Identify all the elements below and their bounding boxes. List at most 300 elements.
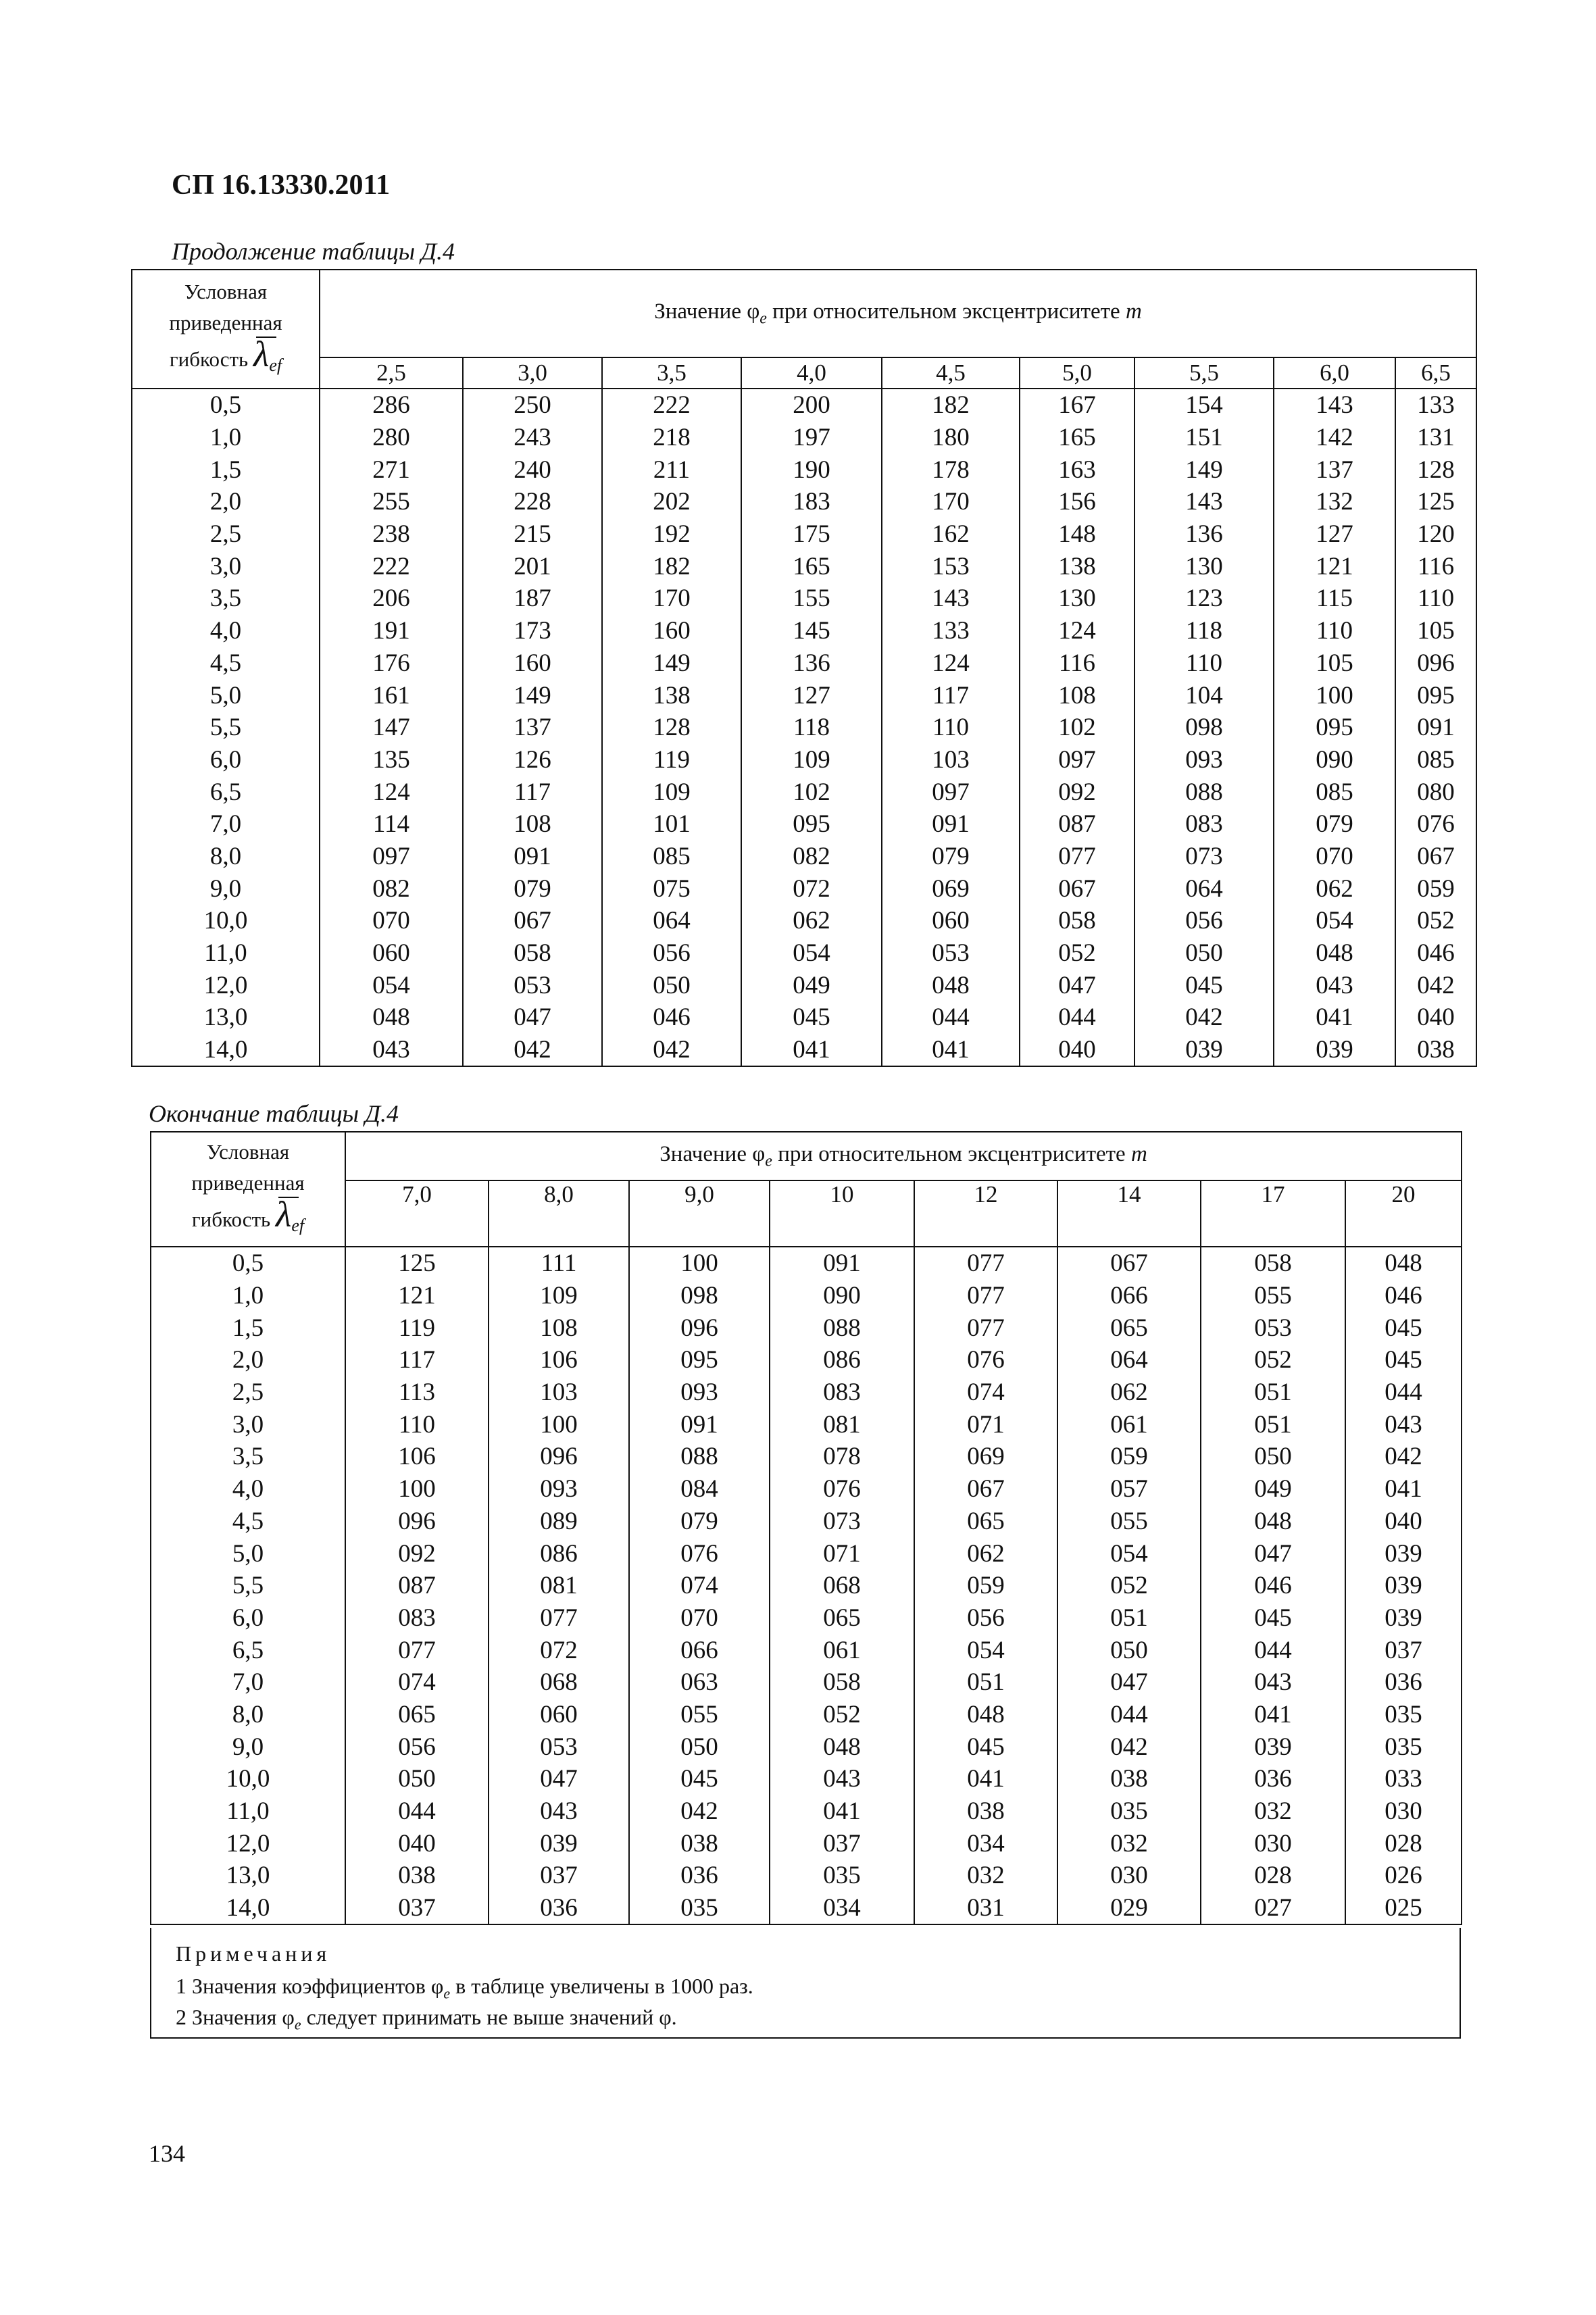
value-cell: 103 (489, 1376, 629, 1409)
value-cell: 033 (1345, 1763, 1462, 1795)
column-header: 20 (1345, 1180, 1462, 1247)
value-cell: 108 (489, 1312, 629, 1344)
value-cell: 110 (1134, 647, 1274, 680)
value-cell: 043 (1274, 969, 1395, 1001)
table-row (151, 1344, 1462, 1376)
column-header: 14 (1057, 1180, 1201, 1247)
value-cell: 096 (1395, 647, 1476, 680)
value-cell: 133 (882, 615, 1020, 647)
value-cell: 087 (1020, 808, 1134, 841)
value-cell: 093 (1134, 744, 1274, 776)
value-cell: 054 (320, 969, 463, 1001)
value-cell: 067 (914, 1473, 1057, 1505)
value-cell: 079 (1274, 808, 1395, 841)
notes-title: Примечания (176, 1941, 331, 1966)
value-cell: 051 (1057, 1602, 1201, 1635)
value-cell: 106 (489, 1344, 629, 1376)
value-cell: 065 (770, 1602, 914, 1635)
value-cell: 240 (463, 453, 602, 486)
value-cell: 072 (489, 1634, 629, 1666)
value-cell: 098 (1134, 712, 1274, 744)
value-cell: 058 (1020, 905, 1134, 937)
value-cell: 052 (1395, 905, 1476, 937)
value-cell: 048 (1274, 937, 1395, 970)
table-row (151, 1570, 1462, 1602)
value-cell: 136 (1134, 518, 1274, 551)
value-cell: 050 (1057, 1634, 1201, 1666)
value-cell: 073 (1134, 841, 1274, 873)
value-cell: 055 (1201, 1280, 1345, 1312)
value-cell: 050 (602, 969, 741, 1001)
table-row (151, 1860, 1462, 1892)
value-cell: 200 (741, 389, 882, 422)
slenderness-cell: 1,5 (132, 453, 320, 486)
value-cell: 067 (463, 905, 602, 937)
value-cell: 068 (770, 1570, 914, 1602)
value-cell: 047 (463, 1001, 602, 1034)
value-cell: 045 (741, 1001, 882, 1034)
value-cell: 156 (1020, 486, 1134, 518)
value-cell: 121 (345, 1280, 489, 1312)
value-cell: 063 (629, 1666, 770, 1699)
value-cell: 211 (602, 453, 741, 486)
value-cell: 083 (345, 1602, 489, 1635)
slenderness-cell: 2,0 (151, 1344, 345, 1376)
value-cell: 044 (345, 1795, 489, 1828)
slenderness-cell: 1,0 (151, 1280, 345, 1312)
value-cell: 042 (1345, 1441, 1462, 1473)
value-cell: 031 (914, 1892, 1057, 1925)
value-cell: 030 (1201, 1827, 1345, 1860)
value-cell: 108 (1020, 679, 1134, 712)
value-cell: 100 (489, 1408, 629, 1441)
value-cell: 118 (1134, 615, 1274, 647)
value-cell: 039 (1274, 1034, 1395, 1067)
slenderness-cell: 14,0 (151, 1892, 345, 1925)
value-cell: 076 (629, 1537, 770, 1570)
lambda-symbol: λ (275, 1194, 292, 1235)
value-cell: 037 (489, 1860, 629, 1892)
slenderness-cell: 5,0 (132, 679, 320, 712)
value-cell: 091 (463, 841, 602, 873)
slenderness-cell: 6,5 (132, 776, 320, 808)
slenderness-cell: 3,0 (151, 1408, 345, 1441)
value-cell: 035 (1345, 1699, 1462, 1731)
slenderness-cell: 10,0 (151, 1763, 345, 1795)
value-cell: 128 (602, 712, 741, 744)
value-cell: 041 (741, 1034, 882, 1067)
value-cell: 100 (1274, 679, 1395, 712)
value-cell: 106 (345, 1441, 489, 1473)
value-cell: 049 (1201, 1473, 1345, 1505)
value-cell: 050 (629, 1731, 770, 1763)
value-cell: 206 (320, 582, 463, 615)
table-row (132, 453, 1476, 486)
value-cell: 163 (1020, 453, 1134, 486)
table-row (151, 1312, 1462, 1344)
value-cell: 090 (1274, 744, 1395, 776)
value-cell: 072 (741, 872, 882, 905)
value-cell: 137 (463, 712, 602, 744)
value-cell: 097 (882, 776, 1020, 808)
value-cell: 167 (1020, 389, 1134, 422)
value-cell: 095 (629, 1344, 770, 1376)
value-cell: 105 (1274, 647, 1395, 680)
value-cell: 056 (1134, 905, 1274, 937)
value-cell: 060 (882, 905, 1020, 937)
value-cell: 077 (345, 1634, 489, 1666)
table-row (151, 1892, 1462, 1925)
value-cell: 128 (1395, 453, 1476, 486)
value-cell: 048 (770, 1731, 914, 1763)
value-cell: 088 (629, 1441, 770, 1473)
column-header: 3,5 (602, 357, 741, 389)
value-cell: 218 (602, 422, 741, 454)
table-row (151, 1763, 1462, 1795)
table-row (132, 615, 1476, 647)
value-cell: 137 (1274, 453, 1395, 486)
value-cell: 092 (345, 1537, 489, 1570)
value-cell: 097 (1020, 744, 1134, 776)
value-cell: 215 (463, 518, 602, 551)
value-cell: 089 (489, 1505, 629, 1538)
slenderness-cell: 13,0 (151, 1860, 345, 1892)
value-cell: 162 (882, 518, 1020, 551)
value-cell: 047 (1201, 1537, 1345, 1570)
table-row (132, 422, 1476, 454)
value-cell: 127 (741, 679, 882, 712)
value-cell: 280 (320, 422, 463, 454)
value-cell: 165 (1020, 422, 1134, 454)
slenderness-cell: 4,0 (151, 1473, 345, 1505)
table-row (132, 841, 1476, 873)
value-cell: 051 (1201, 1376, 1345, 1409)
value-cell: 044 (1201, 1634, 1345, 1666)
slenderness-cell: 1,5 (151, 1312, 345, 1344)
value-cell: 161 (320, 679, 463, 712)
table-row (151, 1280, 1462, 1312)
value-cell: 048 (1201, 1505, 1345, 1538)
value-cell: 077 (914, 1312, 1057, 1344)
value-cell: 042 (629, 1795, 770, 1828)
value-cell: 041 (1201, 1699, 1345, 1731)
table-row (132, 776, 1476, 808)
value-cell: 109 (741, 744, 882, 776)
value-cell: 045 (1345, 1312, 1462, 1344)
slenderness-cell: 6,5 (151, 1634, 345, 1666)
value-cell: 133 (1395, 389, 1476, 422)
table-row (132, 712, 1476, 744)
value-cell: 100 (345, 1473, 489, 1505)
value-cell: 110 (345, 1408, 489, 1441)
value-cell: 050 (1134, 937, 1274, 970)
value-cell: 093 (489, 1473, 629, 1505)
value-cell: 087 (345, 1570, 489, 1602)
value-cell: 079 (463, 872, 602, 905)
value-cell: 114 (320, 808, 463, 841)
table-row (151, 1666, 1462, 1699)
value-cell: 062 (1057, 1376, 1201, 1409)
table-row (132, 389, 1476, 422)
value-cell: 098 (629, 1280, 770, 1312)
value-cell: 030 (1057, 1860, 1201, 1892)
value-cell: 191 (320, 615, 463, 647)
value-cell: 109 (602, 776, 741, 808)
value-cell: 036 (1201, 1763, 1345, 1795)
value-cell: 082 (741, 841, 882, 873)
value-cell: 054 (1057, 1537, 1201, 1570)
value-cell: 041 (1345, 1473, 1462, 1505)
value-cell: 182 (602, 550, 741, 582)
slenderness-cell: 5,5 (132, 712, 320, 744)
value-cell: 176 (320, 647, 463, 680)
value-cell: 104 (1134, 679, 1274, 712)
value-cell: 180 (882, 422, 1020, 454)
slenderness-cell: 0,5 (151, 1247, 345, 1280)
value-cell: 110 (882, 712, 1020, 744)
lambda-symbol: λ (253, 334, 270, 375)
value-cell: 066 (1057, 1280, 1201, 1312)
value-cell: 117 (345, 1344, 489, 1376)
value-cell: 131 (1395, 422, 1476, 454)
value-cell: 048 (914, 1699, 1057, 1731)
value-cell: 078 (770, 1441, 914, 1473)
value-cell: 025 (1345, 1892, 1462, 1925)
value-cell: 065 (345, 1699, 489, 1731)
value-cell: 143 (1134, 486, 1274, 518)
value-cell: 052 (1020, 937, 1134, 970)
slenderness-cell: 9,0 (151, 1731, 345, 1763)
value-cell: 095 (741, 808, 882, 841)
value-cell: 147 (320, 712, 463, 744)
value-cell: 043 (1201, 1666, 1345, 1699)
table2-caption: Окончание таблицы Д.4 (149, 1100, 399, 1127)
value-cell: 091 (629, 1408, 770, 1441)
value-cell: 039 (1201, 1731, 1345, 1763)
value-cell: 153 (882, 550, 1020, 582)
value-cell: 041 (914, 1763, 1057, 1795)
slenderness-cell: 12,0 (132, 969, 320, 1001)
value-cell: 201 (463, 550, 602, 582)
value-cell: 116 (1395, 550, 1476, 582)
value-cell: 051 (914, 1666, 1057, 1699)
value-cell: 105 (1395, 615, 1476, 647)
value-cell: 178 (882, 453, 1020, 486)
value-cell: 029 (1057, 1892, 1201, 1925)
value-cell: 142 (1274, 422, 1395, 454)
value-cell: 034 (770, 1892, 914, 1925)
value-cell: 110 (1395, 582, 1476, 615)
column-header: 5,0 (1020, 357, 1134, 389)
value-cell: 222 (602, 389, 741, 422)
value-cell: 053 (1201, 1312, 1345, 1344)
value-cell: 183 (741, 486, 882, 518)
value-cell: 045 (1345, 1344, 1462, 1376)
column-header: 3,0 (463, 357, 602, 389)
value-cell: 202 (602, 486, 741, 518)
value-cell: 076 (914, 1344, 1057, 1376)
value-cell: 119 (602, 744, 741, 776)
slenderness-cell: 3,5 (132, 582, 320, 615)
value-cell: 070 (1274, 841, 1395, 873)
value-cell: 090 (770, 1280, 914, 1312)
column-header: 7,0 (345, 1180, 489, 1247)
value-cell: 044 (1020, 1001, 1134, 1034)
column-header: 4,5 (882, 357, 1020, 389)
value-cell: 111 (489, 1247, 629, 1280)
document-code: СП 16.13330.2011 (172, 170, 391, 201)
value-cell: 050 (1201, 1441, 1345, 1473)
value-cell: 067 (1057, 1247, 1201, 1280)
value-cell: 197 (741, 422, 882, 454)
value-cell: 074 (345, 1666, 489, 1699)
value-cell: 071 (770, 1537, 914, 1570)
value-cell: 062 (1274, 872, 1395, 905)
value-cell: 243 (463, 422, 602, 454)
value-cell: 124 (882, 647, 1020, 680)
slenderness-cell: 6,0 (132, 744, 320, 776)
value-cell: 070 (629, 1602, 770, 1635)
value-cell: 097 (320, 841, 463, 873)
column-header: 8,0 (489, 1180, 629, 1247)
value-cell: 074 (629, 1570, 770, 1602)
table-row (151, 1699, 1462, 1731)
value-cell: 086 (770, 1344, 914, 1376)
value-cell: 155 (741, 582, 882, 615)
table-row (151, 1376, 1462, 1409)
value-cell: 182 (882, 389, 1020, 422)
value-cell: 154 (1134, 389, 1274, 422)
row-header: Условная приведенная гибкость $\lambda_{ef}$ (151, 1132, 345, 1247)
value-cell: 065 (1057, 1312, 1201, 1344)
table-row (151, 1441, 1462, 1473)
value-cell: 045 (1201, 1602, 1345, 1635)
table-row (132, 872, 1476, 905)
slenderness-cell: 11,0 (151, 1795, 345, 1828)
value-cell: 032 (914, 1860, 1057, 1892)
value-cell: 160 (463, 647, 602, 680)
value-cell: 045 (1134, 969, 1274, 1001)
table-row (151, 1505, 1462, 1538)
slenderness-cell: 3,5 (151, 1441, 345, 1473)
value-cell: 095 (1395, 679, 1476, 712)
value-header: Значение $\varphi_e$ при относительном эксцентриситете m (320, 270, 1476, 357)
value-cell: 067 (1395, 841, 1476, 873)
value-cell: 049 (741, 969, 882, 1001)
value-header: Значение $\varphi_e$ при относительном эксцентриситете m (345, 1132, 1462, 1180)
value-cell: 038 (1395, 1034, 1476, 1067)
value-cell: 043 (320, 1034, 463, 1067)
value-cell: 039 (1345, 1602, 1462, 1635)
value-cell: 043 (489, 1795, 629, 1828)
column-header: 5,5 (1134, 357, 1274, 389)
value-cell: 050 (345, 1763, 489, 1795)
slenderness-cell: 7,0 (132, 808, 320, 841)
value-cell: 096 (629, 1312, 770, 1344)
table-row (132, 744, 1476, 776)
value-cell: 052 (770, 1699, 914, 1731)
value-cell: 056 (914, 1602, 1057, 1635)
slenderness-cell: 12,0 (151, 1827, 345, 1860)
value-cell: 113 (345, 1376, 489, 1409)
slenderness-cell: 1,0 (132, 422, 320, 454)
value-cell: 088 (770, 1312, 914, 1344)
table-row (151, 1473, 1462, 1505)
value-cell: 061 (770, 1634, 914, 1666)
value-cell: 044 (882, 1001, 1020, 1034)
value-cell: 132 (1274, 486, 1395, 518)
value-cell: 035 (1057, 1795, 1201, 1828)
value-cell: 034 (914, 1827, 1057, 1860)
slenderness-cell: 6,0 (151, 1602, 345, 1635)
value-cell: 043 (1345, 1408, 1462, 1441)
table-row (151, 1827, 1462, 1860)
value-cell: 187 (463, 582, 602, 615)
value-cell: 091 (1395, 712, 1476, 744)
value-cell: 121 (1274, 550, 1395, 582)
value-cell: 045 (914, 1731, 1057, 1763)
value-cell: 093 (629, 1376, 770, 1409)
page-number: 134 (149, 2140, 185, 2167)
value-cell: 073 (770, 1505, 914, 1538)
value-cell: 286 (320, 389, 463, 422)
value-cell: 118 (741, 712, 882, 744)
column-header: 4,0 (741, 357, 882, 389)
value-cell: 067 (1020, 872, 1134, 905)
value-cell: 071 (914, 1408, 1057, 1441)
value-cell: 190 (741, 453, 882, 486)
value-cell: 145 (741, 615, 882, 647)
value-cell: 055 (1057, 1505, 1201, 1538)
slenderness-cell: 2,0 (132, 486, 320, 518)
value-cell: 041 (882, 1034, 1020, 1067)
table-row (151, 1247, 1462, 1280)
value-cell: 083 (1134, 808, 1274, 841)
table-row (132, 550, 1476, 582)
table-row (132, 905, 1476, 937)
column-header: 9,0 (629, 1180, 770, 1247)
value-cell: 173 (463, 615, 602, 647)
value-cell: 038 (629, 1827, 770, 1860)
value-cell: 057 (1057, 1473, 1201, 1505)
value-cell: 143 (1274, 389, 1395, 422)
slenderness-cell: 13,0 (132, 1001, 320, 1034)
value-cell: 116 (1020, 647, 1134, 680)
slenderness-cell: 8,0 (151, 1699, 345, 1731)
table-end (150, 1131, 1462, 1925)
value-cell: 055 (629, 1699, 770, 1731)
value-cell: 069 (914, 1441, 1057, 1473)
value-cell: 115 (1274, 582, 1395, 615)
value-cell: 037 (1345, 1634, 1462, 1666)
value-cell: 079 (629, 1505, 770, 1538)
value-cell: 052 (1057, 1570, 1201, 1602)
value-cell: 080 (1395, 776, 1476, 808)
table-row (132, 969, 1476, 1001)
value-cell: 039 (489, 1827, 629, 1860)
column-header: 6,5 (1395, 357, 1476, 389)
value-cell: 130 (1020, 582, 1134, 615)
value-cell: 041 (770, 1795, 914, 1828)
value-cell: 130 (1134, 550, 1274, 582)
value-cell: 124 (1020, 615, 1134, 647)
value-cell: 038 (914, 1795, 1057, 1828)
value-cell: 045 (629, 1763, 770, 1795)
value-cell: 047 (1057, 1666, 1201, 1699)
slenderness-cell: 0,5 (132, 389, 320, 422)
value-cell: 052 (1201, 1344, 1345, 1376)
value-cell: 046 (1395, 937, 1476, 970)
